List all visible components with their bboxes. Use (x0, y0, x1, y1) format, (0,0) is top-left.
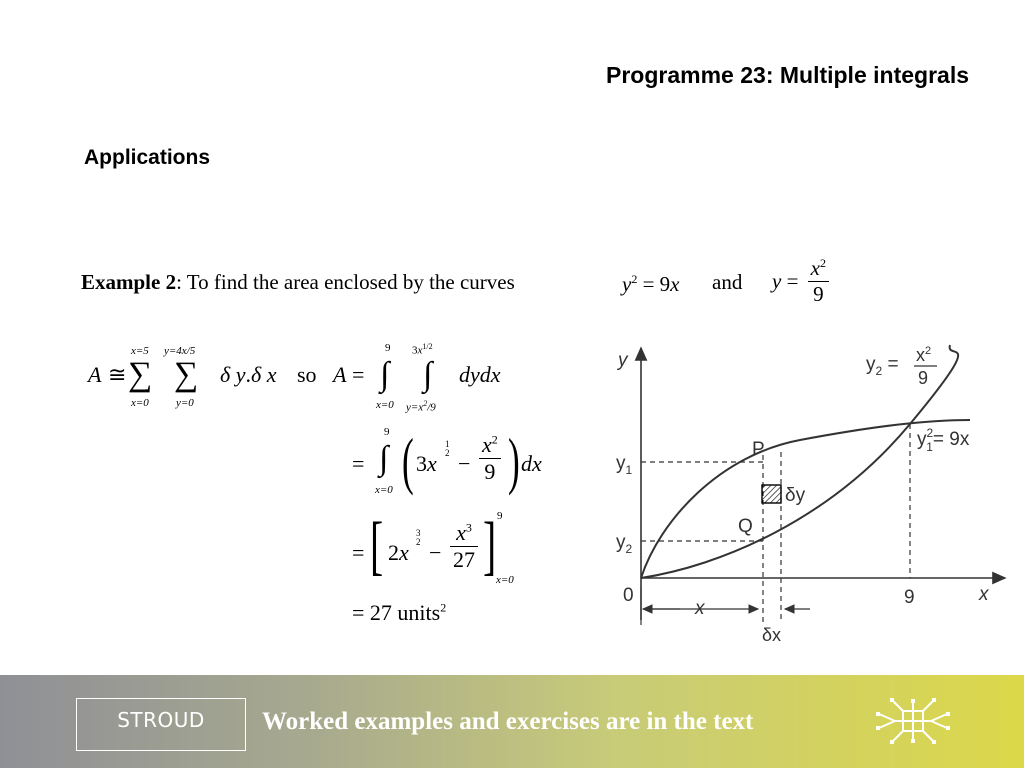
origin-label: 0 (623, 585, 634, 606)
x-dimension-label: x (695, 598, 705, 619)
svg-text:9: 9 (918, 368, 929, 388)
y-axis-label: y (618, 350, 628, 371)
area-diagram (596, 336, 1016, 646)
curve-y1-label: $y^2$ 1= 9x (917, 426, 970, 454)
svg-text:x2: $x^2$ (916, 345, 932, 365)
circuit-logo-icon (873, 690, 953, 752)
example-text: : To find the area enclosed by the curves (176, 270, 515, 294)
curve-y2-label: $y_2$ = (866, 354, 899, 378)
working-line-1: A ≅ x=5 ∑ x=0 y=4x/5 ∑ y=0 δ y.δ x so A = 9 ∫ x=0 $3x^{1/2}$ ∫ $y=x^2/9$ dydx (88, 342, 501, 414)
programme-title: Programme 23: Multiple integrals (606, 62, 969, 88)
delta-x-label: δx (762, 625, 782, 645)
delta-element (762, 485, 781, 503)
working-line-2: = 9 ∫ x=0 ( 3x 1 2 − $\frac{x^2}{9}$ ) dx (352, 425, 542, 496)
y2-label: $y_2$ (616, 532, 633, 556)
y1-label: $y_1$ (616, 453, 633, 477)
working-line-4: = 27 units$^2$ (352, 600, 447, 625)
footer-note: Worked examples and exercises are in the text (262, 708, 754, 735)
section-title: Applications (84, 146, 211, 169)
point-P: P (752, 439, 765, 460)
curve-equation-1: $y^2 = 9x$ (622, 272, 680, 296)
example-label: Example 2 (81, 270, 177, 294)
point-Q: Q (738, 516, 753, 537)
delta-y-label: δy (785, 485, 806, 506)
result-value: = 27 units (352, 600, 441, 625)
x-axis-label: x (979, 584, 989, 605)
example-and: and (712, 270, 743, 294)
working-line-3: = [ 2x 3 2 − $\frac{x^3}{27}$ ] 9 x=0 (352, 509, 514, 586)
example-statement (81, 270, 515, 295)
x-tick-9: 9 (904, 587, 915, 608)
stroud-brand: STROUD (117, 708, 205, 732)
stroud-logo-box (76, 698, 246, 751)
footer-bar (0, 675, 1024, 768)
curve-equation-2: y = $\frac{x^2}{9}$ (772, 256, 829, 307)
